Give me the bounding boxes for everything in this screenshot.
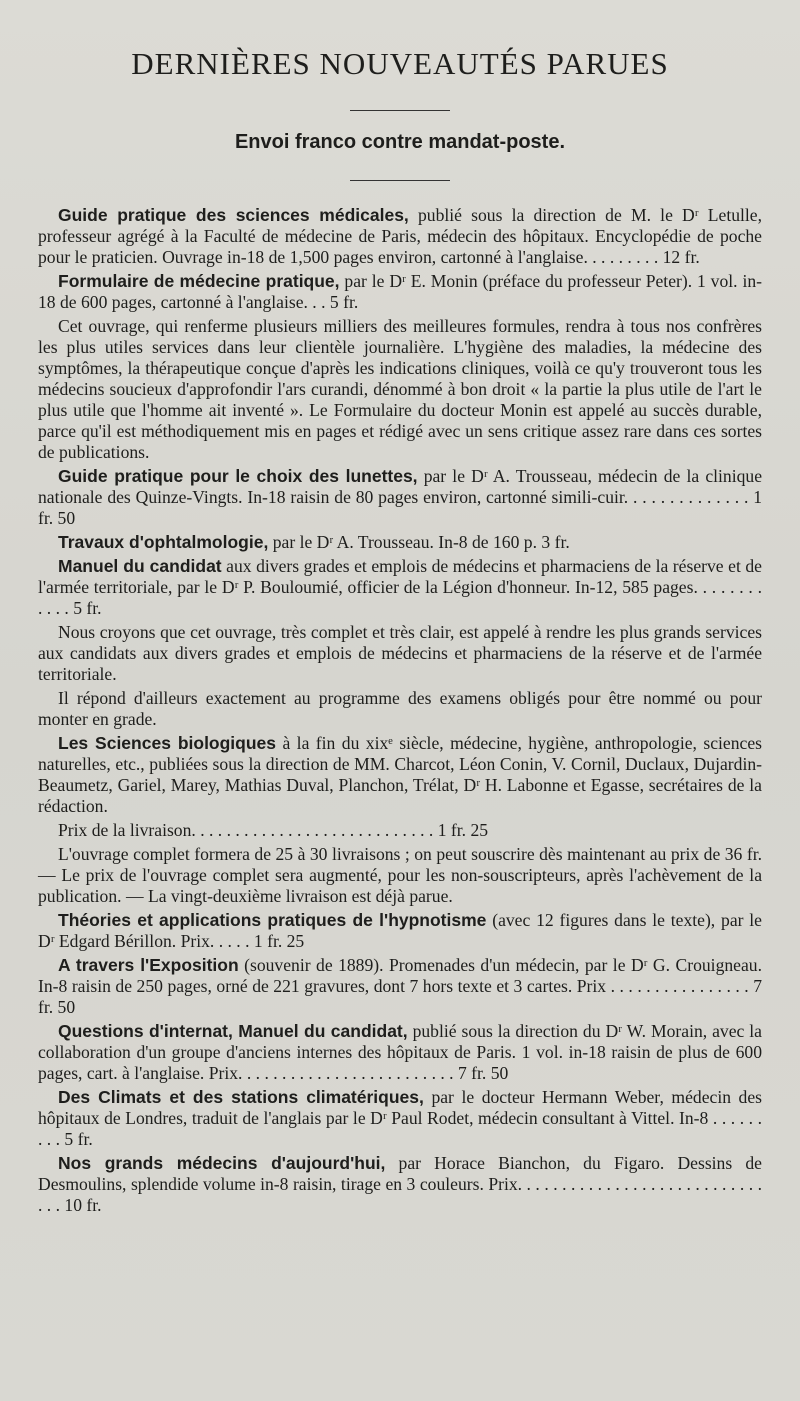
entry-heading: Guide pratique des sciences médicales,	[58, 205, 409, 225]
entry-heading: Nos grands médecins d'aujourd'hui,	[58, 1153, 386, 1173]
entry-text: publié sous la direction du Dʳ W. Morain, avec la collaboration d'un groupe d'anciens internes des hôpitaux de Paris. 1 vol. in-18 raisin de plus de 600 pages, cart. à l'anglaise. Prix. . . . . . . . . . . . . . . . . . . . . . . . . 7 fr. 50	[38, 1021, 762, 1083]
entry-hypnotisme	[38, 910, 762, 952]
entry-text: par Horace Bianchon, du Figaro. Dessins de Desmoulins, splendide volume in-8 raisin, tirage en 3 couleurs. Prix. . . . . . . . . . . . . . . . . . . . . . . . . . . . . . . 10 fr.	[38, 1153, 762, 1215]
entry-text: Prix de la livraison. . . . . . . . . . . . . . . . . . . . . . . . . . . . 1 fr. 25	[58, 820, 489, 840]
entry-text: Nous croyons que cet ouvrage, très complet et très clair, est appelé à rendre les plus grands services aux candidats aux divers grades et emplois de médecins et pharmaciens de la réserve et de l'armée territoriale.	[38, 622, 762, 684]
entry-guide-lunettes	[38, 466, 762, 529]
entry-manuel-review-2	[38, 688, 762, 730]
entry-formulaire-medecine	[38, 271, 762, 313]
entry-manuel-candidat	[38, 556, 762, 619]
entry-heading: Théories et applications pratiques de l'hypnotisme	[58, 910, 487, 930]
entry-text: par le Dʳ A. Trousseau, médecin de la clinique nationale des Quinze-Vingts. In-18 raisin de 80 pages environ, cartonné simili-cuir. . . . . . . . . . . . . . 1 fr. 50	[38, 466, 763, 528]
entry-heading: Guide pratique pour le choix des lunettes,	[58, 466, 418, 486]
page-title: DERNIÈRES NOUVEAUTÉS PARUES	[131, 46, 669, 81]
entry-text: aux divers grades et emplois de médecins et pharmaciens de la réserve et de l'armée territoriale, par le Dʳ P. Bouloumié, officier de la Légion d'honneur. In-12, 585 pages. . . . . . . . . . . . 5 fr.	[38, 556, 762, 618]
divider-bottom	[350, 180, 450, 181]
entry-sciences-biologiques	[38, 733, 762, 817]
entry-text: publié sous la direction de M. le Dʳ Letulle, professeur agrégé à la Faculté de médecine de Paris, médecin des hôpitaux. Encyclopédie de poche pour le praticien. Ouvrage in-18 de 1,500 pages environ, cartonné à l'anglaise. . . . . . . . . 12 fr.	[38, 205, 762, 267]
entry-heading: A travers l'Exposition	[58, 955, 239, 975]
entry-heading: Manuel du candidat	[58, 556, 222, 576]
entry-guide-sciences-medicales	[38, 205, 762, 268]
entry-text: Cet ouvrage, qui renferme plusieurs milliers des meilleures formules, rendra à tous nos confrères les plus utiles services dans leur clientèle journalière. L'hygiène des maladies, la médecine des symptômes, la thérapeutique conçue d'après les indications cliniques, voilà ce qu'y trouveront tous les médecins soucieux d'approfondir l'ars curandi, dénommé à bon droit « la partie la plus utile de l'art le plus utile que l'homme ait inventé ». Le Formulaire du docteur Monin est appelé au succès durable, parce qu'il est méthodiquement mis en pages et rédigé avec un sens critique assez rare dans ces sortes de publications.	[38, 316, 762, 462]
entry-questions-internat	[38, 1021, 762, 1084]
entry-text: par le Dʳ A. Trousseau. In-8 de 160 p. 3 fr.	[268, 532, 570, 552]
entry-text: Il répond d'ailleurs exactement au programme des examens obligés pour être nommé ou pour monter en grade.	[38, 688, 762, 729]
entry-formulaire-review	[38, 316, 762, 463]
entry-heading: Questions d'internat, Manuel du candidat,	[58, 1021, 408, 1041]
entry-text: par le Dʳ E. Monin (préface du professeur Peter). 1 vol. in-18 de 600 pages, cartonné à l'anglaise. . . 5 fr.	[38, 271, 762, 312]
entry-prix-livraison	[38, 820, 762, 841]
entry-exposition	[38, 955, 762, 1018]
entry-souscription	[38, 844, 762, 907]
entry-heading: Formulaire de médecine pratique,	[58, 271, 340, 291]
entry-text: par le docteur Hermann Weber, médecin des hôpitaux de Londres, traduit de l'anglais par le Dʳ Paul Rodet, médecin consultant à Vittel. In-8 . . . . . . . . . 5 fr.	[38, 1087, 762, 1149]
entry-travaux-ophtalmologie	[38, 532, 762, 553]
entry-text: à la fin du xixᵉ siècle, médecine, hygiène, anthropologie, sciences naturelles, etc., publiées sous la direction de MM. Charcot, Léon Conin, V. Cornil, Duclaux, Dujardin-Beaumetz, Gariel, Marey, Mathias Duval, Planchon, Trélat, Dʳ H. Labonne et Egasse, secrétaires de la rédaction.	[38, 733, 762, 816]
entry-heading: Travaux d'ophtalmologie,	[58, 532, 269, 552]
entry-climats	[38, 1087, 762, 1150]
entry-grands-medecins	[38, 1153, 762, 1216]
entries-list	[38, 205, 762, 1216]
entry-text: L'ouvrage complet formera de 25 à 30 livraisons ; on peut souscrire dès maintenant au prix de 36 fr. — Le prix de l'ouvrage complet sera augmenté, pour les non-souscripteurs, après l'achèvement de la publication. — La vingt-deuxième livraison est déjà parue.	[38, 844, 762, 906]
entry-text: (souvenir de 1889). Promenades d'un médecin, par le Dʳ G. Crouigneau. In-8 raisin de 250 pages, orné de 221 gravures, dont 7 hors texte et 3 cartes. Prix . . . . . . . . . . . . . . . . 7 fr. 50	[38, 955, 762, 1017]
entry-text: (avec 12 figures dans le texte), par le Dʳ Edgard Bérillon. Prix. . . . . 1 fr. 25	[38, 910, 762, 951]
entry-heading: Des Climats et des stations climatériques,	[58, 1087, 424, 1107]
entry-manuel-review-1	[38, 622, 762, 685]
entry-heading: Les Sciences biologiques	[58, 733, 277, 753]
divider-top	[350, 110, 450, 111]
page-subtitle: Envoi franco contre mandat-poste.	[234, 131, 566, 153]
